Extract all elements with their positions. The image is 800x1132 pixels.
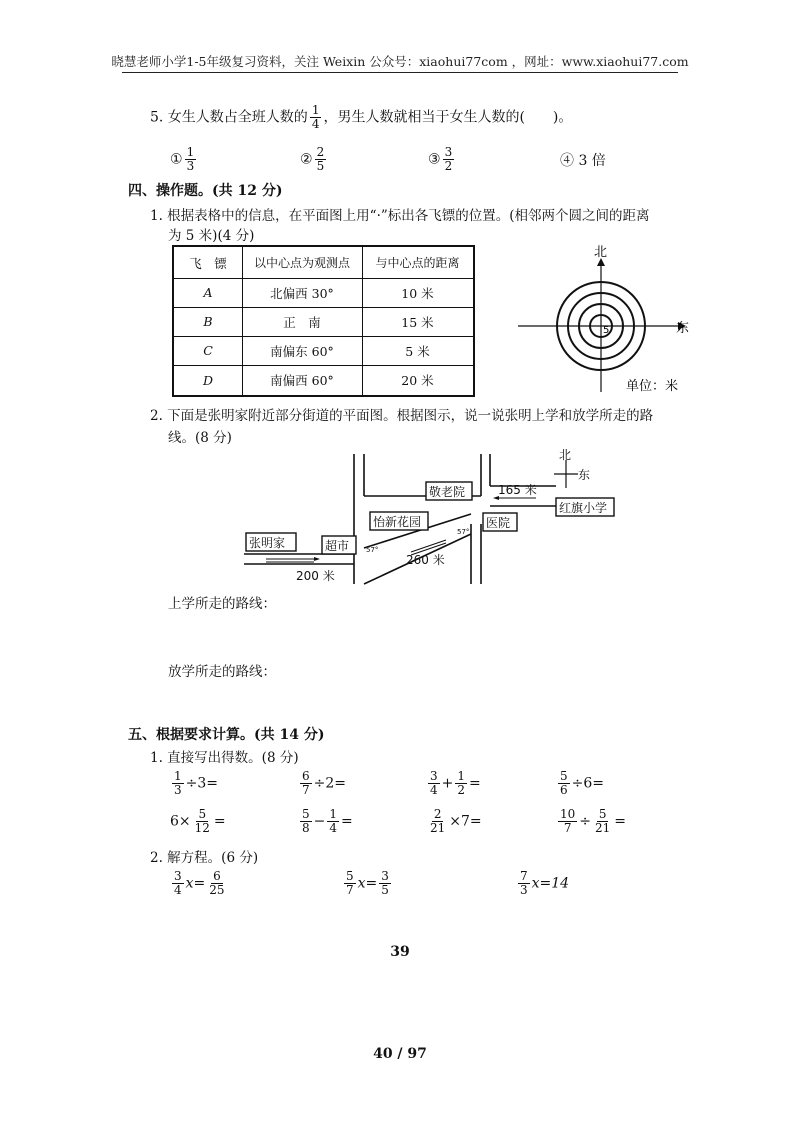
table-cell: 15 米: [401, 314, 434, 330]
option-4: ④ 3 倍: [560, 153, 606, 169]
map-east-label: 东: [578, 468, 591, 482]
ring-label: 5: [603, 325, 610, 336]
header-rule: [122, 72, 678, 73]
arrow-icon: [314, 557, 320, 561]
distance-200: 200 米: [296, 569, 335, 583]
calc-item: $\frac{10}{7}$ ÷ $\frac{5}{21}$ =: [560, 807, 627, 835]
distance-165: 165 米: [498, 483, 537, 497]
page-counter: 40 / 97: [373, 1046, 427, 1062]
question-5: 5. 女生人数占全班人数的 $\frac{1}{4}$ ，男生人数就相当于女生人数的( )。: [150, 103, 573, 131]
q4-2-text-2: 线。(8 分): [168, 430, 232, 446]
q5-1-text: 1. 直接写出得数。(8 分): [150, 750, 299, 766]
table-cell: 20 米: [401, 373, 434, 388]
q5-2-text: 2. 解方程。(6 分): [150, 850, 259, 866]
calc-item: 6× $\frac{5}{12}$ =: [170, 807, 226, 835]
place-market: 超市: [325, 539, 350, 553]
section-4-title: 四、操作题。(共 12 分): [128, 183, 283, 199]
map-north-label: 北: [559, 448, 572, 462]
table-header: 与中心点的距离: [375, 256, 460, 270]
north-label: 北: [594, 245, 608, 260]
place-garden: 怡新花园: [373, 515, 422, 529]
target-diagram: [510, 240, 700, 400]
table-cell: 10 米: [401, 285, 434, 301]
darts-table: [172, 245, 475, 397]
table-cell: D: [202, 372, 214, 388]
table-header: 以中心点为观测点: [253, 256, 350, 270]
q4-2-text-1: 2. 下面是张明家附近部分街道的平面图。根据图示，说一说张明上学和放学所走的路: [150, 408, 654, 424]
street-map: [236, 446, 626, 586]
page-number: 39: [390, 944, 410, 960]
table-cell: A: [203, 285, 213, 300]
table-cell: 南偏东 60°: [270, 343, 334, 359]
calc-item: $\frac{3}{4}$ + $\frac{1}{2}$ =: [430, 769, 481, 797]
distance-260: 260 米: [406, 553, 445, 567]
unit-label: 单位：米: [626, 379, 679, 394]
place-home: 张明家: [249, 536, 286, 550]
go-school-label: 上学所走的路线：: [168, 596, 276, 612]
q4-1-text-1: 1. 根据表格中的信息，在平面图上用“·”标出各飞镖的位置。(相邻两个圆之间的距离: [150, 208, 650, 224]
table-cell: 北偏西 30°: [270, 285, 334, 301]
equation-3: $\frac{7}{3}$ x=14: [520, 869, 570, 897]
angle-label: 57°: [366, 546, 379, 554]
back-home-label: 放学所走的路线：: [168, 664, 276, 680]
equation-2: $\frac{5}{7}$ x= $\frac{3}{5}$: [346, 869, 389, 897]
fraction: $\frac{1}{4}$: [311, 103, 320, 131]
calc-item: $\frac{6}{7}$ ÷2=: [302, 769, 347, 797]
calc-item: $\frac{2}{21}$ ×7=: [430, 807, 482, 835]
table-cell: B: [203, 314, 213, 329]
table-cell: 南偏西 60°: [270, 373, 334, 388]
place-school: 红旗小学: [559, 501, 608, 515]
equation-1: $\frac{3}{4}$ x= $\frac{6}{25}$: [174, 869, 225, 897]
angle-label: 57°: [457, 528, 470, 536]
table-header: 飞 镖: [189, 255, 227, 271]
page-header: 晓慧老师小学1-5年级复习资料，关注 Weixin 公众号：xiaohui77com ，网址：www.xiaohui77.com: [111, 54, 689, 69]
q4-1-text-2: 为 5 米)(4 分): [168, 228, 255, 244]
option-2: ② $\frac{2}{5}$: [300, 145, 325, 173]
table-cell: 正 南: [283, 314, 321, 330]
place-hospital: 医院: [486, 516, 511, 530]
option-1: ① $\frac{1}{3}$: [170, 145, 195, 173]
section-5-title: 五、根据要求计算。(共 14 分): [128, 727, 325, 743]
table-cell: C: [203, 343, 213, 358]
calc-item: $\frac{5}{8}$ − $\frac{1}{4}$ =: [302, 807, 353, 835]
calc-item: $\frac{5}{6}$ ÷6=: [560, 769, 605, 797]
table-cell: 5 米: [405, 343, 430, 359]
option-3: ③ $\frac{3}{2}$: [428, 145, 453, 173]
calc-item: $\frac{1}{3}$ ÷3=: [174, 769, 219, 797]
place-elder: 敬老院: [429, 485, 466, 499]
east-label: 东: [676, 321, 690, 336]
